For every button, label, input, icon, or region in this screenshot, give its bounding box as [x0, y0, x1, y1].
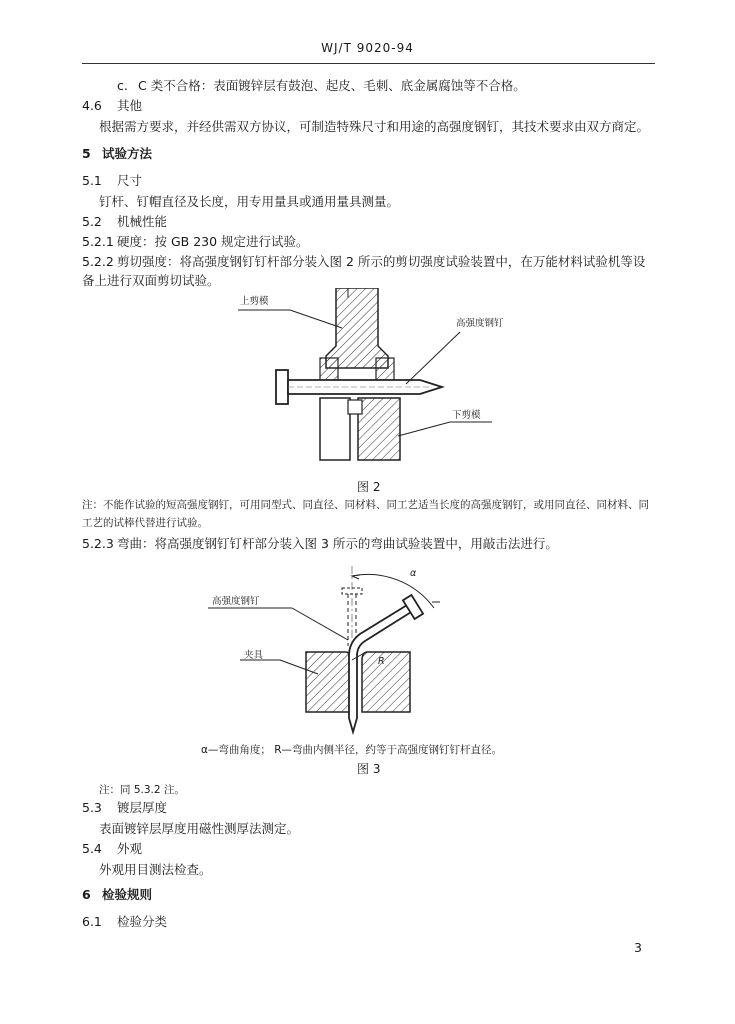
document-code: WJ/T 9020-94	[321, 41, 414, 55]
bend-angle-arc	[352, 574, 434, 608]
section-5-2-2-text-line1: 剪切强度：将高强度钢钉钉杆部分装入图 2 所示的剪切强度试验装置中，在万能材料试验机等设	[117, 254, 646, 269]
section-5-4-title: 外观	[117, 841, 143, 856]
figure-3-label-clamp: 夹具	[244, 650, 264, 661]
section-6-1-title: 检验分类	[117, 914, 168, 929]
figure-2-label-upper-die: 上剪模	[240, 296, 269, 307]
section-5-4-text: 外观用目测法检查。	[99, 862, 212, 877]
page-number: 3	[634, 940, 642, 955]
figure-3-legend: α—弯曲角度； R—弯曲内侧半径，约等于高强度钢钉钉杆直径。	[201, 744, 503, 756]
section-5-2-title: 机械性能	[117, 214, 168, 229]
upper-die-left-block	[320, 358, 338, 380]
section-5-2-number: 5.2	[82, 214, 102, 229]
figure-2-note-line1: 注：不能作试验的短高强度钢钉，可用同型式、同直径、同材料、同工艺适当长度的高强度钢钉，或用同直径、同材料、同	[82, 499, 649, 511]
lower-die-left-block	[320, 398, 350, 460]
nail-head	[276, 370, 288, 404]
item-c-text: C 类不合格：表面镀锌层有鼓泡、起皮、毛刺、底金属腐蚀等不合格。	[138, 78, 526, 93]
upper-die	[326, 288, 388, 368]
header-rule	[82, 63, 655, 64]
figure-2-label-lower-die: 下剪模	[452, 410, 481, 421]
section-5-number: 5	[82, 146, 91, 161]
section-4-6-text: 根据需方要求，并经供需双方协议，可制造特殊尺寸和用途的高强度钢钉，其技术要求由双方商定。	[99, 119, 650, 134]
figure-3-label-nail: 高强度钢钉	[212, 596, 260, 607]
upper-die-right-block	[376, 358, 394, 380]
section-5-3-number: 5.3	[82, 800, 102, 815]
nail-bent-shank	[349, 602, 416, 656]
figure-2-label-nail: 高强度钢钉	[456, 318, 504, 329]
nail-lower-shank	[349, 654, 357, 732]
section-5-2-2-text-line2: 备上进行双面剪切试验。	[82, 273, 220, 288]
section-5-2-1-text: 硬度：按 GB 230 规定进行试验。	[117, 234, 309, 249]
figure-2-shear-test-diagram	[230, 288, 530, 466]
section-5-2-3-number: 5.2.3	[82, 536, 114, 551]
figure-3-label-r: R	[378, 656, 385, 667]
section-5-2-3-text: 弯曲：将高强度钢钉钉杆部分装入图 3 所示的弯曲试验装置中，用敲击法进行。	[117, 536, 558, 551]
clamp-left-block	[306, 652, 350, 712]
figure-3-caption: 图 3	[357, 762, 381, 776]
clamp-right-block	[362, 652, 410, 712]
figure-2-note-line2: 工艺的试棒代替进行试验。	[82, 517, 208, 529]
section-5-3-text: 表面镀锌层厚度用磁性测厚法测定。	[99, 821, 300, 836]
section-5-2-2-number: 5.2.2	[82, 254, 114, 269]
section-5-4-number: 5.4	[82, 841, 102, 856]
section-4-6-number: 4.6	[82, 98, 102, 113]
figure-3-note: 注：同 5.3.2 注。	[99, 784, 185, 796]
section-6-1-number: 6.1	[82, 914, 102, 929]
section-5-1-title: 尺寸	[117, 173, 143, 188]
section-6-title: 检验规则	[102, 887, 153, 902]
section-5-3-title: 镀层厚度	[117, 800, 168, 815]
section-6-number: 6	[82, 887, 91, 902]
section-5-title: 试验方法	[102, 146, 153, 161]
section-5-1-text: 钉杆、钉帽直径及长度，用专用量具或通用量具测量。	[99, 194, 400, 209]
lower-die	[358, 398, 400, 460]
lower-die-slot	[348, 400, 362, 414]
figure-3-bend-test-diagram	[200, 556, 460, 740]
section-4-6-title: 其他	[117, 98, 143, 113]
section-5-1-number: 5.1	[82, 173, 102, 188]
section-5-2-1-number: 5.2.1	[82, 234, 114, 249]
figure-2-caption: 图 2	[357, 480, 381, 494]
item-c-label: c.	[117, 78, 128, 93]
figure-3-label-alpha: α	[410, 568, 417, 579]
